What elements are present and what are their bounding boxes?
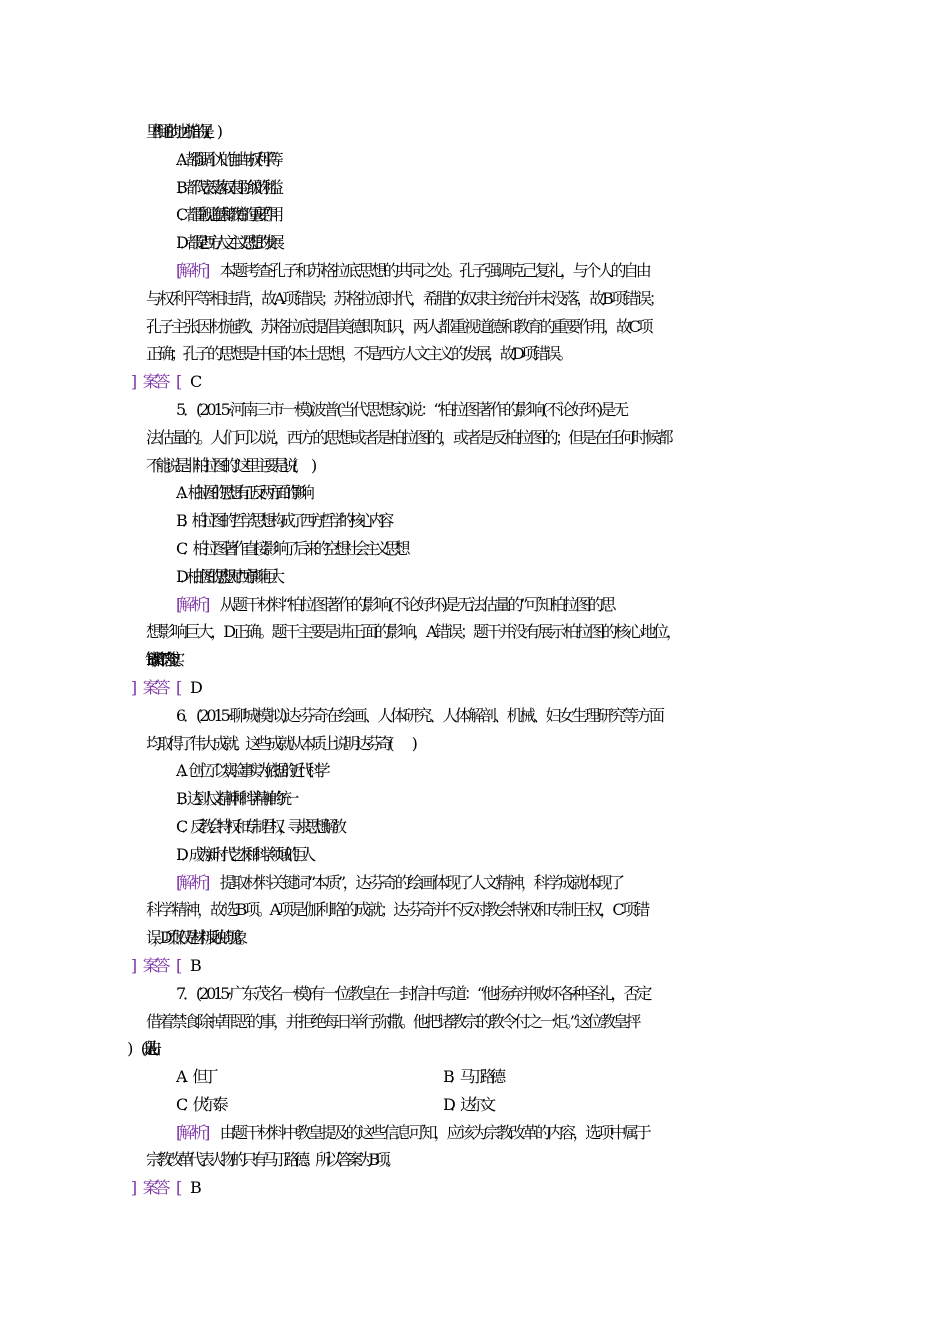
q6-option-a: A．创立了以实验事实为依据的近代科学 [176,761,324,781]
document-page [0,118,950,1202]
q7-analysis-line: 宗教改革代表人物的只有马丁·路德。所以答案为B项。 [146,1150,396,1170]
q6-stem-line: 均取得了伟大成就。这些成就从本质上说明达·芬奇( ) [146,733,413,753]
q7-option-d: D．达尔文 [443,1094,491,1114]
analysis-text: 从题干材料“柏拉图著作的影响(不论好坏)是无法估量的”可知柏拉图的思 [219,594,614,614]
q5-analysis-line: 想影响巨大，D正确。题干主要是讲正面的影响，A错误；题干并没有展示柏拉图的核心地位， [146,622,679,642]
q7-analysis-line [0,1119,950,1147]
q5-option-d: D．柏拉图的思想对西方影响巨大 [176,566,276,586]
analysis-tag: [解析] [176,260,207,280]
q5-stem-line: 法估量的。人们可以说，西方的思想或者是柏拉图的，或者是反柏拉图的；但是在任何时候都 [146,427,671,447]
q5-option-b: B．柏拉图的哲学思想构成了西方哲学的核心内容 [176,511,389,531]
q7-stem-line [0,1035,950,1063]
q5-stem-line: 不能说是非柏拉图的。”这里主要是说( ) [146,455,311,475]
q4-analysis-line: 与权利平等相违背，故A项错误；苏格拉底时代，希腊的奴隶主统治并未没落，故B项错误； [146,288,662,308]
q6-option-c: C．反教会特权和专制君权，寻求思想解放 [176,816,341,836]
q4-option-c: C．都重视道德和教育的重要作用 [176,205,276,225]
analysis-tag: [解析] [176,872,207,892]
q5-analysis-line: B错误；C不符合史实。 [146,650,177,670]
q6-analysis-line: 科学精神，故选B项。A项是伽利略的成就；达·芬奇并不反对教会特权和专制王权，C项错 [146,900,648,920]
q7-stem-line: 7．(2015·广东茂名一模)有一位教皇在一封信中写道：“他扬弃并败坏各种圣礼，否定 [176,983,650,1003]
analysis-text: 本题考查孔子和苏格拉底思想的共同之处。孔子强调克己复礼，与个人的自由 [219,260,649,280]
q7-option-a: A．但丁 [176,1067,214,1087]
q7-option-row [0,1063,950,1091]
q7-option-row [0,1091,950,1119]
q4-answer-line [0,368,950,396]
q4-analysis-line: 孔子主张因材施教、苏格拉底提倡美德即知识，两人都重视道德和教育的重要作用，故C项 [146,316,651,336]
q7-stem-line: 借着禁食除掉罪恶的事，并拒绝每日举行弥撒。他把诸教宗的教令付之一炬。”这位教皇抨 [146,1011,639,1031]
q5-option-c: C．柏拉图著作直接影响了后来的空想社会主义思想 [176,538,405,558]
analysis-tag: [解析] [176,1122,207,1142]
q7-option-c: C．伏尔泰 [176,1094,223,1114]
q7-answer-line [0,1174,950,1202]
q5-answer-line [0,674,950,702]
analysis-text: 由题干材料中教皇提及的这些信息可知，应该为宗教改革的内容，选项中属于 [219,1122,649,1142]
analysis-text: 提取材料关键词“本质”，达·芬奇的绘画体现了人文精神，科学成就体现了 [219,872,622,892]
q5-analysis-line [0,591,950,619]
q4-option-b: B．都代表没落奴隶主阶级的利益 [176,177,275,197]
q6-analysis-line: 误，D项仅仅是材料反映的现象。 [146,928,246,948]
q6-option-d: D．成为新时代艺术和科学领域的巨人 [176,844,309,864]
q4-option-a: A．都强调个人的自由与权利平等 [176,149,275,169]
analysis-tag: [解析] [176,594,207,614]
q4-stem-tail: 里“相通的地方”指的是( ) [146,122,214,141]
q6-analysis-line [0,869,950,897]
q6-stem-line: 6．(2015·聊城模拟)达·芬奇在绘画、人体研究、人体解剖、机械、妇女生理研究等方面 [176,705,662,725]
q4-analysis-line [0,257,950,285]
q5-option-a: A．柏拉图的思想有正反两方面的影响 [176,483,307,503]
q5-stem-line: 5．(2015·河南三市一模)波普(当代思想家)说：“柏拉图著作的影响(不论好坏)是无 [176,399,627,419]
q7-option-b: B．马丁·路德 [443,1067,501,1087]
q4-analysis-line: 正确；孔子的思想是中国的本土思想，不是西方人文主义的发展，故D项错误。 [146,344,570,364]
q6-answer-line [0,952,950,980]
q6-option-b: B．达到人文精神和科学精神的统一 [176,789,291,809]
q4-option-d: D．都是西方人文主义思想的发展 [176,233,276,253]
